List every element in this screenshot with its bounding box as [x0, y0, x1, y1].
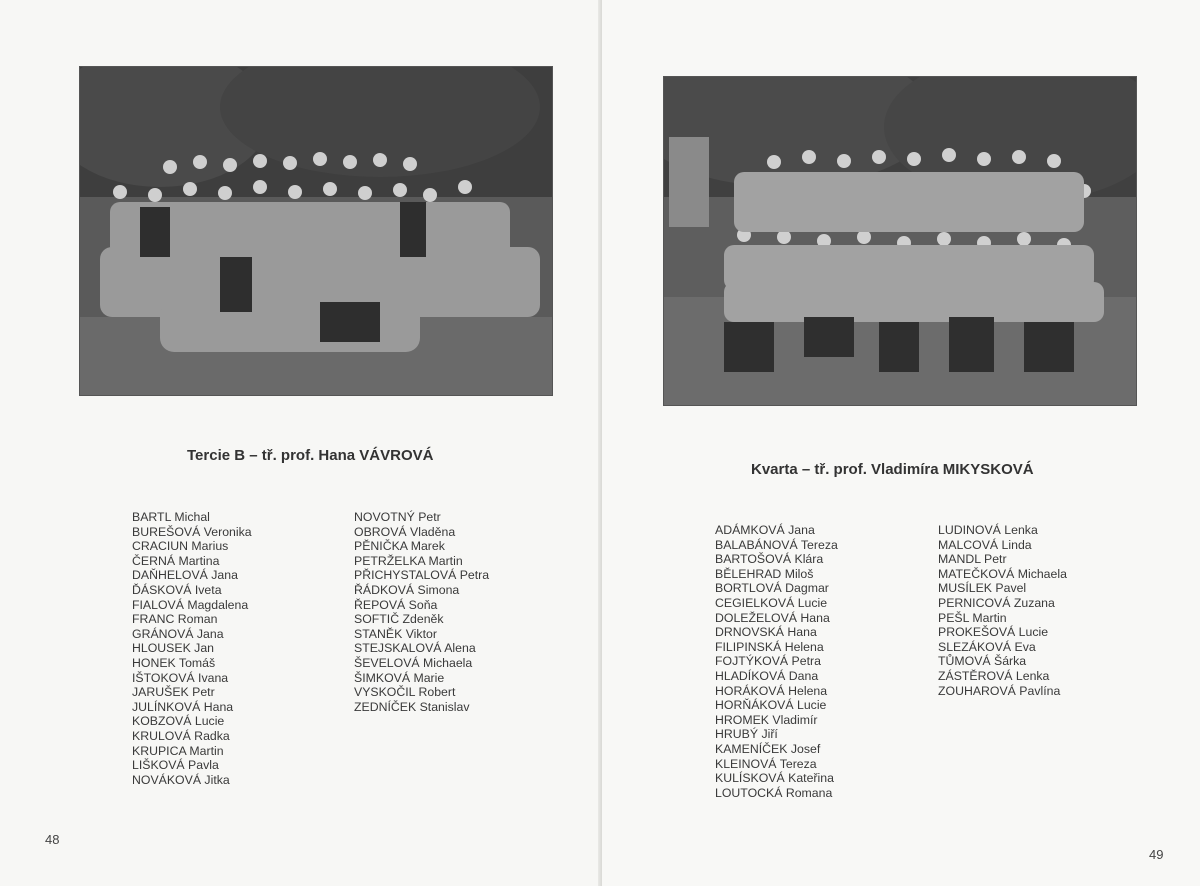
student-name: HROMEK Vladimír: [715, 712, 818, 727]
student-name: GRÁNOVÁ Jana: [132, 626, 224, 641]
student-name: KAMENÍČEK Josef: [715, 741, 821, 756]
student-name: BORTLOVÁ Dagmar: [715, 581, 829, 596]
class-heading: Kvarta – tř. prof. Vladimíra MIKYSKOVÁ: [751, 461, 1034, 478]
student-list-column-2: [354, 510, 489, 714]
student-name: CEGIELKOVÁ Lucie: [715, 595, 828, 610]
student-name: TŮMOVÁ Šárka: [938, 654, 1027, 669]
student-name: JARUŠEK Petr: [132, 685, 215, 700]
student-name: NOVOTNÝ Petr: [354, 510, 441, 524]
student-name: VYSKOČIL Robert: [354, 685, 456, 700]
student-name: DRNOVSKÁ Hana: [715, 625, 817, 640]
student-name: ZOUHAROVÁ Pavlína: [938, 683, 1061, 698]
student-name: FILIPINSKÁ Helena: [715, 639, 824, 654]
student-name: HRUBÝ Jiří: [715, 727, 778, 742]
student-name: KRULOVÁ Radka: [132, 728, 230, 743]
student-name: ZÁSTĚROVÁ Lenka: [938, 668, 1050, 683]
student-name: PŘICHYSTALOVÁ Petra: [354, 568, 490, 583]
student-name: ŠIMKOVÁ Marie: [354, 670, 445, 685]
student-name: DOLEŽELOVÁ Hana: [715, 610, 830, 625]
student-name: PETRŽELKA Martin: [354, 553, 463, 568]
student-name: MUSÍLEK Pavel: [938, 581, 1027, 596]
class-photo-tercie-b: [79, 66, 553, 396]
student-name: NOVÁKOVÁ Jitka: [132, 772, 230, 787]
student-name: ŘÁDKOVÁ Simona: [354, 582, 460, 597]
student-name: IŠTOKOVÁ Ivana: [132, 670, 229, 685]
student-name: BUREŠOVÁ Veronika: [132, 524, 252, 539]
page-number: 49: [1149, 847, 1164, 862]
student-name: LIŠKOVÁ Pavla: [132, 758, 219, 773]
student-name: HORÁKOVÁ Helena: [715, 683, 828, 698]
student-name: HONEK Tomáš: [132, 655, 216, 670]
student-name: FIALOVÁ Magdalena: [132, 597, 249, 612]
student-name: ĎÁSKOVÁ Iveta: [132, 582, 222, 597]
student-list-column-1: [715, 523, 838, 800]
student-name: BARTL Michal: [132, 510, 210, 524]
student-name: MANDL Petr: [938, 552, 1007, 567]
student-name: PEŠL Martin: [938, 610, 1007, 625]
student-name: ČERNÁ Martina: [132, 553, 220, 568]
student-name: KRUPICA Martin: [132, 743, 224, 758]
student-name: ZEDNÍČEK Stanislav: [354, 699, 470, 714]
page-number: 48: [45, 832, 60, 847]
student-name: ŘEPOVÁ Soňa: [354, 597, 438, 612]
student-name: OBROVÁ Vladěna: [354, 524, 456, 539]
student-name: ŠEVELOVÁ Michaela: [354, 655, 473, 670]
student-name: HORŇÁKOVÁ Lucie: [715, 698, 827, 713]
student-name: STEJSKALOVÁ Alena: [354, 641, 476, 656]
class-photo-kvarta: [663, 76, 1137, 406]
student-name: CRACIUN Marius: [132, 539, 229, 554]
student-name: MALCOVÁ Linda: [938, 537, 1032, 552]
student-name: PĚNIČKA Marek: [354, 539, 445, 554]
student-name: KLEINOVÁ Tereza: [715, 756, 817, 771]
student-name: PROKEŠOVÁ Lucie: [938, 625, 1049, 640]
student-name: STANĚK Viktor: [354, 626, 437, 641]
student-name: SOFTIČ Zdeněk: [354, 612, 444, 627]
student-name: KULÍSKOVÁ Kateřina: [715, 771, 834, 786]
student-list-column-1: [132, 510, 252, 787]
student-name: SLEZÁKOVÁ Eva: [938, 639, 1036, 654]
student-name: ADÁMKOVÁ Jana: [715, 523, 815, 537]
student-name: BALABÁNOVÁ Tereza: [715, 537, 838, 552]
student-name: HLADÍKOVÁ Dana: [715, 668, 819, 683]
student-name: DAŇHELOVÁ Jana: [132, 568, 238, 583]
student-list-column-2: [938, 523, 1067, 698]
student-name: LUDINOVÁ Lenka: [938, 523, 1038, 537]
student-name: FRANC Roman: [132, 612, 218, 627]
student-name: MATEČKOVÁ Michaela: [938, 566, 1067, 581]
student-name: HLOUSEK Jan: [132, 641, 215, 656]
student-name: JULÍNKOVÁ Hana: [132, 699, 234, 714]
student-name: KOBZOVÁ Lucie: [132, 714, 225, 729]
class-heading: Tercie B – tř. prof. Hana VÁVROVÁ: [187, 447, 434, 464]
student-name: LOUTOCKÁ Romana: [715, 785, 833, 800]
student-name: BARTOŠOVÁ Klára: [715, 552, 824, 567]
student-name: BĚLEHRAD Miloš: [715, 566, 814, 581]
student-name: FOJTÝKOVÁ Petra: [715, 654, 821, 669]
student-name: PERNICOVÁ Zuzana: [938, 595, 1055, 610]
